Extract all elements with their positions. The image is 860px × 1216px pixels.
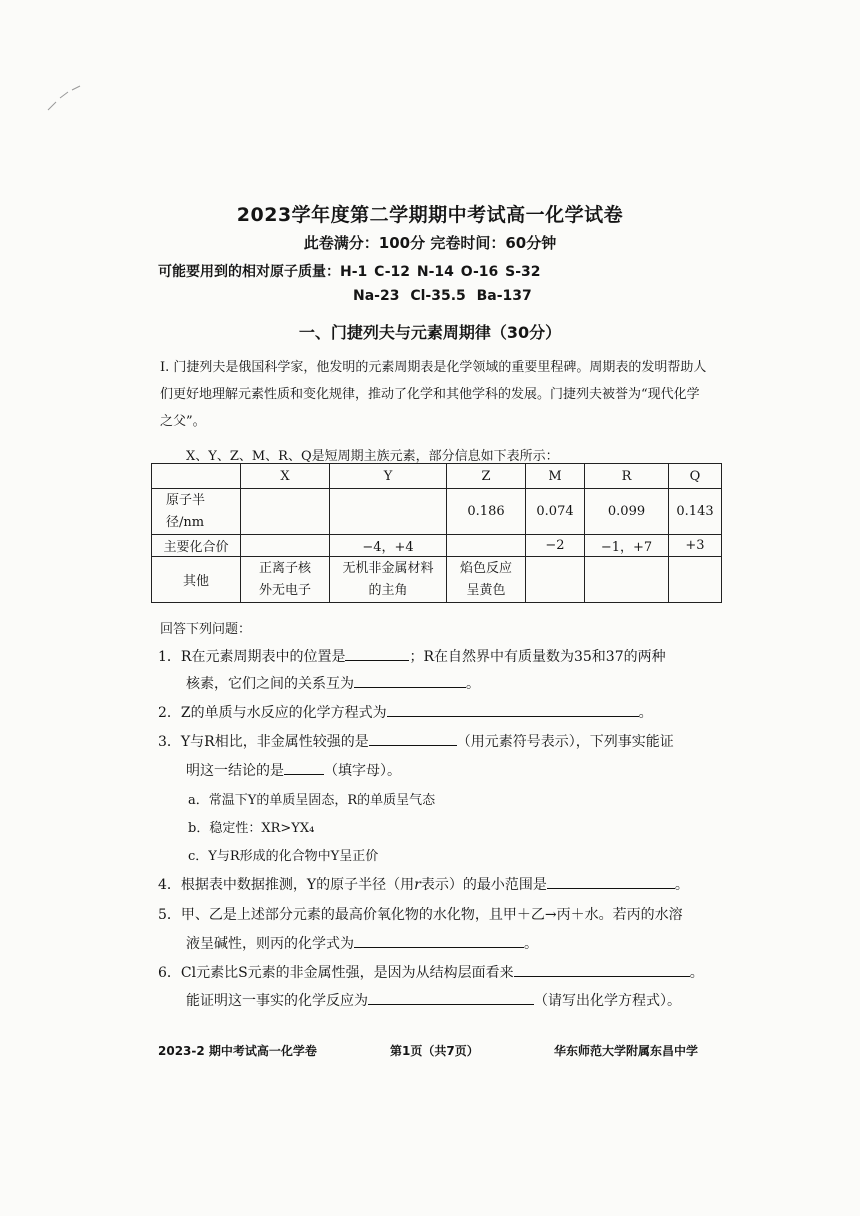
element-info-table	[151, 463, 722, 603]
question-2: 2．Z的单质与水反应的化学方程式为 。	[158, 705, 653, 721]
table-header-m: M	[526, 464, 585, 489]
table-header-q: Q	[669, 464, 722, 489]
question-1-cont: 核素，它们之间的关系互为 。	[186, 676, 480, 692]
exam-title: 2023学年度第二学期期中考试高一化学试卷	[236, 204, 624, 226]
table-cell: 焰色反应呈黄色	[447, 557, 526, 603]
table-cell: 正离子核外无电子	[241, 557, 330, 603]
answer-blank-5[interactable]	[354, 946, 524, 948]
answer-blank-6b[interactable]	[368, 1003, 534, 1005]
table-cell: −1，+7	[585, 535, 669, 557]
option-a: a．常温下Y的单质呈固态，R的单质呈气态	[188, 793, 436, 808]
answer-blank-1b[interactable]	[354, 686, 466, 688]
row-label-radius: 原子半径/nm	[152, 489, 241, 535]
option-b: b．稳定性：XR>YX₄	[188, 821, 315, 836]
table-cell: 0.186	[447, 489, 526, 535]
exam-subtitle: 此卷满分：100分 完卷时间：60分钟	[303, 234, 557, 252]
question-5: 5．甲、乙是上述部分元素的最高价氧化物的水化物，且甲＋乙→丙＋水。若丙的水溶	[158, 907, 683, 923]
row-label-valence: 主要化合价	[152, 535, 241, 557]
option-c: c．Y与R形成的化合物中Y呈正价	[188, 849, 379, 864]
footer-exam-name: 2023-2 期中考试高一化学卷	[158, 1044, 317, 1058]
table-header-x: X	[241, 464, 330, 489]
intro-paragraph: I. 门捷列夫是俄国科学家，他发明的元素周期表是化学领域的重要里程碑。周期表的发明帮助人们更好地理解元素性质和变化规律，推动了化学和其他学科的发展。门捷列夫被誉为“现代化学之父”。	[160, 360, 707, 429]
table-caption: X、Y、Z、M、R、Q是短周期主族元素，部分信息如下表所示：	[186, 449, 559, 464]
question-6: 6．Cl元素比S元素的非金属性强，是因为从结构层面看来 。	[158, 965, 704, 981]
answer-blank-3b[interactable]	[284, 773, 324, 775]
footer-school: 华东师范大学附属东昌中学	[554, 1044, 699, 1058]
table-cell	[447, 535, 526, 557]
table-cell: 0.074	[526, 489, 585, 535]
footer-page-number: 第1页（共7页）	[390, 1044, 479, 1058]
section-heading: 一、门捷列夫与元素周期律（30分）	[298, 323, 562, 342]
atomic-masses-line1: 可能要用到的相对原子质量：H-1 C-12 N-14 O-16 S-32	[158, 264, 541, 280]
answer-blank-2[interactable]	[387, 715, 639, 717]
table-cell: −4，+4	[330, 535, 447, 557]
table-header-row	[152, 464, 722, 489]
table-row	[152, 557, 722, 603]
table-cell	[585, 557, 669, 603]
questions-intro: 回答下列问题：	[160, 622, 252, 637]
question-3-cont: 明这一结论的是 （填字母）。	[186, 763, 401, 779]
question-5-cont: 液呈碱性，则丙的化学式为 。	[186, 936, 538, 952]
table-cell: −2	[526, 535, 585, 557]
table-cell	[330, 489, 447, 535]
table-row	[152, 535, 722, 557]
atomic-masses-line2: Na-23 Cl-35.5 Ba-137	[353, 288, 532, 304]
table-cell: 0.099	[585, 489, 669, 535]
table-cell	[526, 557, 585, 603]
table-cell	[669, 557, 722, 603]
answer-blank-4[interactable]	[547, 887, 675, 889]
question-1: 1．R在元素周期表中的位置是 ；R在自然界中有质量数为35和37的两种	[158, 649, 666, 665]
question-4: 4．根据表中数据推测，Y的原子半径（用r表示）的最小范围是 。	[158, 877, 689, 893]
table-cell	[241, 489, 330, 535]
question-3: 3．Y与R相比，非金属性较强的是 （用元素符号表示），下列事实能证	[158, 734, 674, 750]
row-label-other: 其他	[152, 557, 241, 603]
table-header-z: Z	[447, 464, 526, 489]
table-cell	[241, 535, 330, 557]
table-cell: 0.143	[669, 489, 722, 535]
table-cell: +3	[669, 535, 722, 557]
pencil-mark	[46, 84, 86, 114]
question-6-cont: 能证明这一事实的化学反应为 （请写出化学方程式）。	[186, 993, 681, 1009]
table-cell: 无机非金属材料的主角	[330, 557, 447, 603]
table-header-y: Y	[330, 464, 447, 489]
table-header-corner	[152, 464, 241, 489]
table-row	[152, 489, 722, 535]
answer-blank-1a[interactable]	[345, 659, 409, 661]
answer-blank-6a[interactable]	[514, 975, 690, 977]
answer-blank-3a[interactable]	[369, 744, 457, 746]
table-header-r: R	[585, 464, 669, 489]
